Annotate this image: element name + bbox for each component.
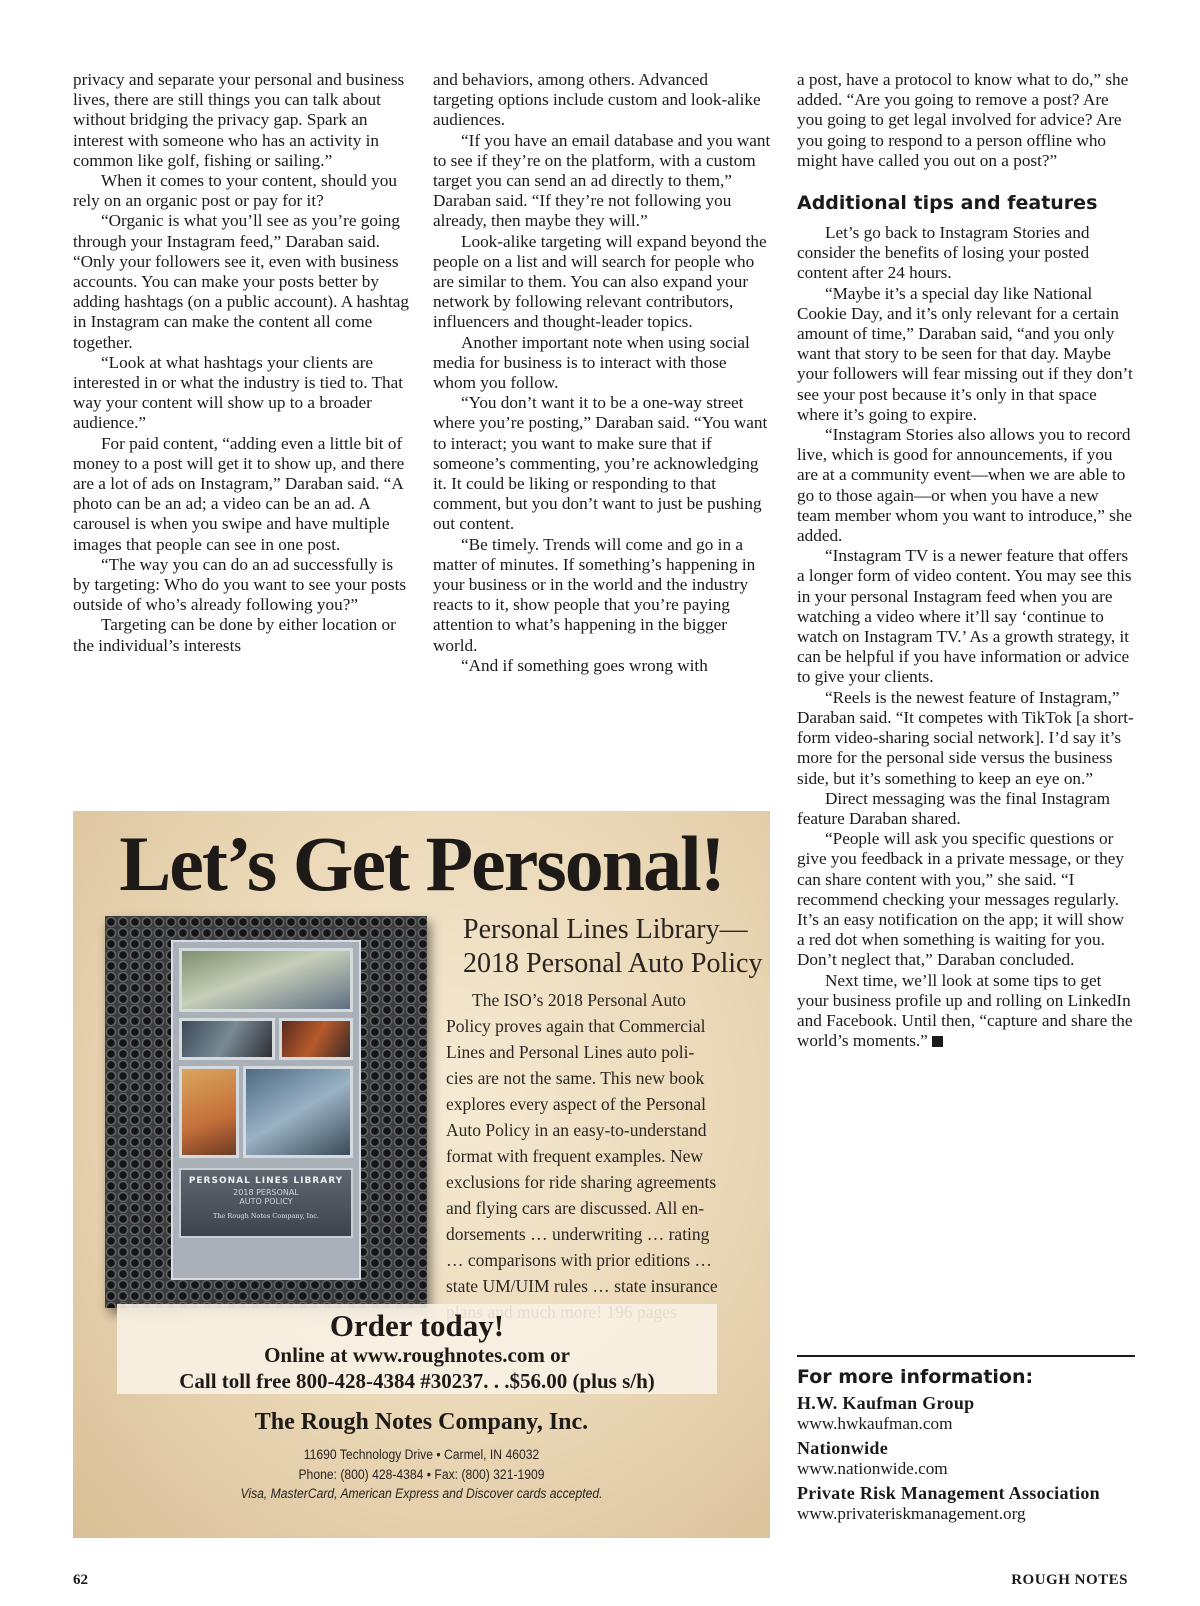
ad-description-line: … comparisons with prior editions … xyxy=(446,1250,712,1270)
org-url: www.nationwide.com xyxy=(797,1458,948,1478)
order-title: Order today! xyxy=(329,1308,505,1343)
cover-photo-driver xyxy=(179,1018,275,1060)
paragraph: Another important note when using social media for business is to interact with those whom you follow. xyxy=(433,332,750,393)
company-name: The Rough Notes Company, Inc. xyxy=(254,1409,589,1435)
paragraph: and behaviors, among others. Advanced targeting options include custom and look-alike audiences. xyxy=(433,70,761,130)
accepted-cards: Visa, MasterCard, American Express and Discover cards accepted. xyxy=(240,1486,603,1501)
ad-subtitle xyxy=(463,913,763,981)
paragraph: For paid content, “adding even a little bit of money to a post will get it to show up, and there are a lot of ads on Instagram,” Daraban said. “A photo can be an ad; a video can be an ad. A carousel is when you swipe and have multiple images that people can see in one post. xyxy=(73,433,405,554)
more-info-heading: For more information: xyxy=(797,1366,1034,1388)
book-edition: 2018 PERSONAL xyxy=(233,1188,299,1197)
ad-description-line: format with frequent examples. New xyxy=(446,1146,704,1166)
ad-description-line: dorsements … underwriting … rating xyxy=(446,1224,710,1244)
paragraph: When it comes to your content, should you rely on an organic post or pay for it? xyxy=(73,171,397,211)
ad-description-line: exclusions for ride sharing agreements xyxy=(446,1172,717,1192)
article-column-2 xyxy=(433,70,771,676)
ad-description-line: cies are not the same. This new book xyxy=(446,1068,705,1088)
ad-description-line: Auto Policy in an easy-to-understand xyxy=(446,1120,707,1140)
cover-photo-landscape xyxy=(179,948,353,1012)
paragraph: a post, have a protocol to know what to do,” she added. “Are you going to remove a post? Are you going to get legal involved for advice? Are you going to respond to a person offline who might have called you out on a post?” xyxy=(797,70,1129,170)
paragraph: “The way you can do an ad successfully is by targeting: Who do you want to see your posts outside of who’s already following you?” xyxy=(73,554,407,615)
ad-headline: Let’s Get Personal! xyxy=(119,820,724,907)
paragraph: “You don’t want it to be a one-way street where you’re posting,” Daraban said. “You want to interact; you want to make sure that if someone’s commenting, you’re acknowledging it. It could be liking or responding to that comment, but you don’t want to just be pushing out content. xyxy=(433,393,768,534)
paragraph: “Instagram TV is a newer feature that offers a longer form of video content. You may see this in your personal Instagram feed when you are watching a video where it’ll say ‘continue to watch on Instagram TV.’ As a growth strategy, it can be helpful if you have information or advice to give your clients. xyxy=(797,546,1132,687)
org-name: H.W. Kaufman Group xyxy=(797,1393,975,1413)
org-url: www.hwkaufman.com xyxy=(797,1413,953,1433)
cover-photo-woman xyxy=(179,1066,239,1158)
company-address: 11690 Technology Drive • Carmel, IN 46032 xyxy=(303,1447,540,1462)
closing-paragraph xyxy=(797,971,1135,1052)
paragraph: Direct messaging was the final Instagram feature Daraban shared. xyxy=(797,788,1110,828)
ad-subtitle-line: Personal Lines Library— xyxy=(463,914,748,945)
magazine-name: ROUGH NOTES xyxy=(1011,1572,1128,1588)
end-mark-icon xyxy=(932,1036,943,1047)
book-advertisement xyxy=(73,811,770,1538)
paragraph: “Maybe it’s a special day like National Cookie Day, and it’s only relevant for a certain amount of time,” Daraban said, “and you only want that story to be seen for that day. Maybe your followers will fear missing out if they don’t see your post because it’s only in that space where it’s going to expire. xyxy=(797,283,1133,424)
ad-description xyxy=(446,987,756,1325)
book-series-title: PERSONAL LINES LIBRARY xyxy=(188,1176,344,1186)
paragraph: privacy and separate your personal and business lives, there are still things you can talk about without bridging the privacy gap. Spark an interest with someone who has an activity in common like golf, fishing or sailing.” xyxy=(73,70,405,170)
paragraph: “Instagram Stories also allows you to record live, which is good for announcements, if you are at a community event—when we are able to go to those again—or when you have a new team member whom you want to introduce,” she added. xyxy=(797,425,1133,546)
order-online-text: Online at www.roughnotes.com or xyxy=(264,1343,570,1367)
cover-photo-taillight xyxy=(279,1018,353,1060)
paragraph: Look-alike targeting will expand beyond the people on a list and will search for people who are similar to them. You can also expand your network by following relevant contributors, influencers and thought-leader topics. xyxy=(433,231,767,332)
page-number: 62 xyxy=(73,1572,88,1588)
divider xyxy=(797,1355,1135,1357)
paragraph: Let’s go back to Instagram Stories and consider the benefits of losing your posted content after 24 hours. xyxy=(797,223,1090,283)
company-phone-fax: Phone: (800) 428-4384 • Fax: (800) 321-1909 xyxy=(298,1467,545,1482)
ad-description-line: Lines and Personal Lines auto poli- xyxy=(446,1042,695,1062)
paragraph: “Reels is the newest feature of Instagram,” Daraban said. “It competes with TikTok [a short-form video-sharing social network]. I’d say it’s more for the personal side versus the business side, but it’s something to keep an eye on.” xyxy=(797,687,1134,788)
paragraph-text: Next time, we’ll look at some tips to get your business profile up and rolling on LinkedIn and Facebook. Until then, “capture and share the world’s moments.” xyxy=(797,970,1133,1051)
article-column-3 xyxy=(797,70,1135,1051)
ad-description-line: Policy proves again that Commercial xyxy=(446,1016,706,1036)
ad-description-line: state UM/UIM rules … state insurance xyxy=(446,1276,718,1296)
paragraph: “People will ask you specific questions or give you feedback in a private message, or they can share content with you,” she said. “I recommend checking your messages regularly. It’s an easy notification on the app; it will show a red dot when something is waiting for you. Don’t neglect that,” Daraban concluded. xyxy=(797,829,1124,970)
book-cover-frame xyxy=(171,940,361,1280)
org-url: www.privateriskmanagement.org xyxy=(797,1503,1026,1523)
cover-photo-man-phone xyxy=(243,1066,353,1158)
paragraph: “And if something goes wrong with xyxy=(461,655,708,675)
paragraph: Targeting can be done by either location or the individual’s interests xyxy=(73,615,396,655)
order-phone-price: Call toll free 800-428-4384 #30237. . .$56.00 (plus s/h) xyxy=(179,1369,655,1393)
book-cover-image xyxy=(105,916,427,1308)
book-cover-label xyxy=(179,1168,353,1238)
ad-subtitle-line: 2018 Personal Auto Policy xyxy=(463,948,763,979)
ad-description-line: The ISO’s 2018 Personal Auto xyxy=(472,990,686,1010)
org-name: Nationwide xyxy=(797,1438,889,1458)
ad-description-line: and flying cars are discussed. All en- xyxy=(446,1198,705,1218)
article-column-1 xyxy=(73,70,411,656)
more-info-box xyxy=(797,1355,1135,1528)
order-box xyxy=(117,1304,717,1394)
paragraph: “If you have an email database and you want to see if they’re on the platform, with a custom target you can send an ad directly to them,” Daraban said. “If they’re not following you already, then maybe they will.” xyxy=(433,130,771,231)
book-title: AUTO POLICY xyxy=(239,1197,293,1206)
section-subheading: Additional tips and features xyxy=(797,192,1098,215)
paragraph: “Look at what hashtags your clients are interested in or what the industry is tied to. That way your content will show up to a broader audience.” xyxy=(73,352,404,433)
ad-description-line: explores every aspect of the Personal xyxy=(446,1094,706,1114)
paragraph: “Be timely. Trends will come and go in a matter of minutes. If something’s happening in your business or in the world and the industry reacts to it, show people that you’re paying attention to what’s happening in the bigger world. xyxy=(433,534,756,655)
book-publisher: The Rough Notes Company, Inc. xyxy=(213,1212,319,1220)
org-name: Private Risk Management Association xyxy=(797,1483,1100,1503)
paragraph: “Organic is what you’ll see as you’re going through your Instagram feed,” Daraban said. “Only your followers see it, even with business accounts. You can make your posts better by adding hashtags (on a public account). A hashtag in Instagram can make the content all come together. xyxy=(73,211,410,352)
